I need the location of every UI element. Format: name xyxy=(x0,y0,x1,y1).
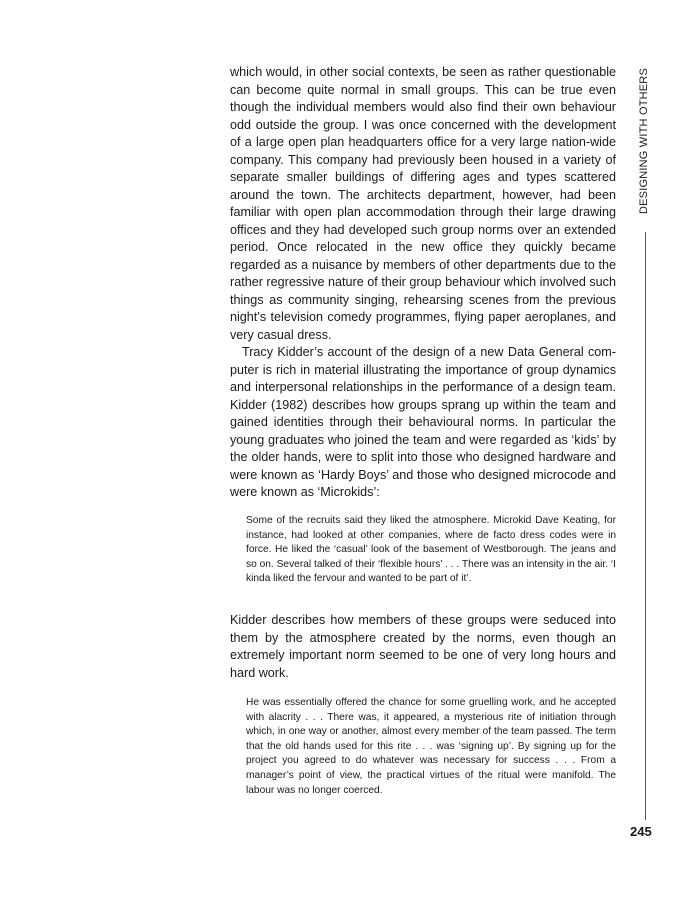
main-text xyxy=(230,64,616,502)
paragraph-3: Kidder describes how members of these groups were seduced into them by the atmosphere created by the norms, even though an extremely important norm seemed to be one of very long hours and hard work. xyxy=(230,613,616,680)
block-quote-1 xyxy=(246,514,616,587)
block-quote-1-text: Some of the recruits said they liked the atmosphere. Microkid Dave Keating, for instance, had looked at other companies, where de facto dress codes were in force. He liked the ‘casual’ look of the basement of Westborough. The jeans and so on. Several talked of their ‘flexible hours’ . . . There was an intensity in the air. ‘I kinda liked the fervour and wanted to be part of it’. xyxy=(246,515,616,585)
block-quote-2-text: He was essentially offered the chance for some gruelling work, and he accepted with alacrity . . . There was, it appeared, a mysterious rite of initiation through which, in one way or another, almost every member of the team passed. The term that the old hands used for this rite . . . was ‘signing up’. By signing up for the project you agreed to do whatever was necessary for success . . . From a manager’s point of view, the practical virtues of the ritual were manifold. The labour was no longer coerced. xyxy=(246,697,616,796)
block-quote-2 xyxy=(246,696,616,798)
page-number: 245 xyxy=(630,824,652,839)
paragraph-1: which would, in other social contexts, be seen as rather questionable can become quite normal in small groups. This can be true even though the individual members would also find their own behaviour odd outside the group. I was once concerned with the development of a large open plan headquarters office for a very large nation-wide company. This company had previously been housed in a variety of separate smaller buildings of differing ages and types scattered around the town. The architects department, however, had been familiar with open plan accommodation through their large drawing offices and they had developed such group norms over an extended period. Once relocated in the new office they quickly became regarded as a nuisance by members of other departments due to the rather regressive nature of their group behaviour which involved such things as community singing, rehearsing scenes from the previous night’s television comedy programmes, flying paper aeroplanes, and very casual dress. xyxy=(230,65,616,342)
margin-rule xyxy=(645,232,646,820)
main-text-continued xyxy=(230,612,616,682)
running-head: DESIGNING WITH OTHERS xyxy=(638,68,650,214)
paragraph-2: Tracy Kidder’s account of the design of a new Data General computer is rich in material illustrating the importance of group dynamics and interpersonal relationships in the performance of a design team. Kidder (1982) describes how groups sprang up within the team and gained identities through their behavioural norms. In particular the young graduates who joined the team and were regarded as ‘kids’ by the older hands, were to split into those who designed hardware and were known as ‘Hardy Boys’ and those who designed microcode and were known as ‘Microkids’: xyxy=(230,345,616,499)
